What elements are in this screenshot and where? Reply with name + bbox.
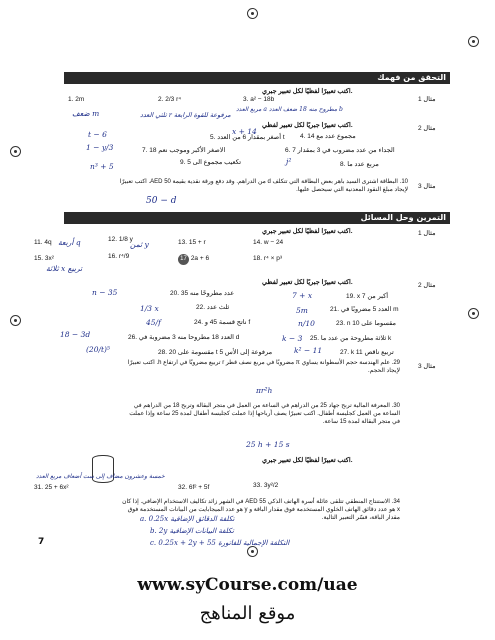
question-26: 26. العدد 18 مطروحا منه 3 مضروبة في d — [128, 334, 240, 341]
section-header-check: التحقق من فهمك — [64, 72, 450, 84]
example-label-1b: مثال 1 — [418, 230, 436, 237]
question-17-expression: 2a + 6 — [190, 255, 210, 262]
question-34: 34. الاستنتاج المنطقي تتلقى عائلة أسرة الهاتف الذكي 55 AED في الشهر زائد تكاليف الاستخدام الإضافي. إذا كان x هو عدد دقائق الهاتف الخلوي المستخدمة فوق مقدار الباقة و y هو عدد الميجابايت من البيانات المستخدمة فوق مقدار الباقة، فسّر التعبير التالية. — [122, 499, 400, 521]
question-13: 13. 15 + r — [178, 239, 206, 246]
answer-22: 1/3 x — [140, 304, 159, 313]
answer-11: أربعة q — [58, 238, 81, 247]
answer-25: k − 3 — [282, 334, 303, 343]
instruction-algebraic: اكتب تعبيرًا لفظيًا لكل تعبير جبري. — [262, 88, 353, 95]
answer-28: (20/t)⁵ — [86, 345, 110, 354]
footer-site-name: موقع المناهج — [199, 603, 296, 624]
instruction-verbal: اكتب تعبيرًا جبريًا لكل تعبير لفظي. — [262, 122, 353, 129]
question-29: 29. علم الهندسة حجم الأسطوانة يساوي π مضروبًا في مربع نصف قطر r تربيع مضروبًا في ارتفاع h. اكتب تعبيرًا لإيجاد الحجم. — [127, 360, 400, 374]
question-11: 11. 4q — [34, 239, 52, 246]
question-32: 32. 6f² + 5f — [178, 484, 210, 491]
section-header-practice: التمرين وحل المسائل — [64, 212, 450, 224]
question-8: 8. مربع عدد ما — [340, 161, 379, 168]
question-6: 6. الجداء من عدد مضروب في 3 بمقدار 7 — [285, 147, 395, 154]
answer-29: πr²h — [256, 386, 273, 395]
question-19: 19. x أكبر من 7 — [346, 293, 389, 300]
registration-mark-left — [10, 146, 21, 157]
instruction-verbal-practice: اكتب تعبيرًا جبريًا لكل تعبير لفظي. — [262, 279, 353, 286]
question-3: 3. a² − 18b — [243, 96, 275, 103]
example-label-3b: مثال 3 — [418, 363, 436, 370]
question-4: 4. مجموع عدد مع 14 — [300, 133, 356, 140]
answer-12: ثمن y — [130, 240, 149, 249]
answer-15: ثلاثة x تربيع — [46, 264, 83, 273]
question-9: 9. تكعيب مجموع الى 5 — [180, 159, 242, 166]
question-5-label: 5. أصغر بمقدار 6 من العدد t — [210, 134, 285, 141]
question-14: 14. w − 24 — [253, 239, 284, 246]
answer-30: 25 h + 15 s — [246, 440, 290, 449]
answer-8: j² — [286, 157, 292, 166]
answer-23: n/10 — [298, 319, 315, 328]
answer-24: 45/f — [146, 318, 161, 327]
question-20: 20. عدد مطروحًا منه 35 — [170, 290, 235, 297]
answer-21: 5m — [296, 306, 308, 315]
answer-31: خمسة وعشرون مضاف إلى ست أضعاف مربع العدد — [36, 473, 165, 480]
answer-5: t − 6 — [88, 130, 107, 139]
example-label-1: مثال 1 — [418, 96, 436, 103]
answer-6: 1 − y/3 — [86, 143, 114, 152]
answer-20: n − 35 — [92, 288, 118, 297]
question-18: 18. r⁴ × p³ — [253, 255, 282, 262]
answer-34b: b. 2y تكلفة البيانات الإضافية — [150, 527, 234, 535]
instruction-algebraic-practice: اكتب تعبيرًا لفظيًا لكل تعبير جبري. — [262, 228, 353, 235]
question-2: 2. 2/3 r⁴ — [158, 96, 182, 103]
registration-mark-left-2 — [10, 315, 21, 326]
question-21: 21. العدد 5 مضروبًا في m — [330, 306, 399, 313]
example-label-2b: مثال 2 — [418, 282, 436, 289]
question-15: 15. 3x² — [34, 255, 54, 262]
question-30: 30. المعرفة المالية تربح جهاد 25 من الدراهم في الساعة من العمل في متجر البقالة وتربح 18 من الدراهم في الساعة من العمل كجليسة أطفال. اكتب تعبيرًا يصف أرباحها إذا عملت كجليسة أطفال لمدة 25 ساعة وإذا عملت في متجر البقالة لمدة 15 ساعة. — [129, 403, 400, 425]
answer-10: 50 − d — [146, 196, 177, 206]
registration-mark-bottom — [247, 546, 258, 557]
question-24: 24. ناتج قسمة 45 و f — [194, 319, 251, 326]
question-17-number: 17 — [178, 254, 189, 265]
question-27: 27. k تربيع ناقص 11 — [340, 349, 394, 356]
answer-4: x + 14 — [232, 127, 257, 136]
question-16: 16. r⁴/9 — [108, 253, 130, 260]
question-23: 23. n مقسوما على 10 — [336, 320, 396, 327]
question-17 — [178, 254, 209, 265]
answer-34c: c. 0.25x + 2y + 55 التكلفة الإجمالية للفاتورة — [150, 539, 290, 547]
question-22: 22. ثلث عدد — [196, 304, 230, 311]
question-28: 28. 20 مقسومة على t مرفوعة إلى الأس 5 — [158, 349, 273, 356]
answer-19: 7 + x — [292, 291, 313, 300]
answer-34a: a. 0.25x تكلفة الدقائق الإضافية — [140, 515, 235, 523]
instruction-algebraic-2: اكتب تعبيرًا لفظيًا لكل تعبير جبري. — [262, 457, 353, 464]
question-25: 25. ثلاثة مطروحة من عدد ما k — [310, 335, 392, 342]
registration-mark-right-top — [468, 36, 479, 47]
question-10: 10. البطاقة اشترى السيد باهر بعض البطاقة التي تتكلف d من الدراهم. وقد دفع ورقة نقدية بقيمة 50 AED. اكتب تعبيرًا لإيجاد مبلغ النقود المعدنية التي سيحصل عليها. — [119, 179, 408, 193]
example-label-2: مثال 2 — [418, 125, 436, 132]
answer-2: ثلثي العدد r مرفوعة للقوة الرابعة — [140, 111, 231, 119]
example-label-3: مثال 3 — [418, 183, 436, 190]
question-7: 7. 18 الاصغر الأكبر وموجب نعم — [142, 147, 226, 154]
question-31: 31. 25 + 6x² — [34, 484, 69, 491]
registration-mark-top — [247, 8, 258, 19]
question-1: 1. 2m — [68, 96, 85, 103]
question-12: 12. 1/8 y — [108, 236, 133, 243]
answer-1: ضعف m — [72, 109, 100, 118]
answer-27: k² − 11 — [294, 346, 323, 355]
answer-26: 18 − 3d — [60, 330, 91, 339]
footer-url[interactable]: www.syCourse.com/uae — [137, 575, 358, 595]
answer-9: n³ + 5 — [90, 162, 114, 171]
question-33: 33. 3y²/2 — [253, 482, 279, 489]
page-number: 7 — [38, 537, 45, 547]
registration-mark-right — [468, 308, 479, 319]
answer-3: مربع العدد a مطروح منه 18 ضعف العدد b — [236, 106, 343, 113]
